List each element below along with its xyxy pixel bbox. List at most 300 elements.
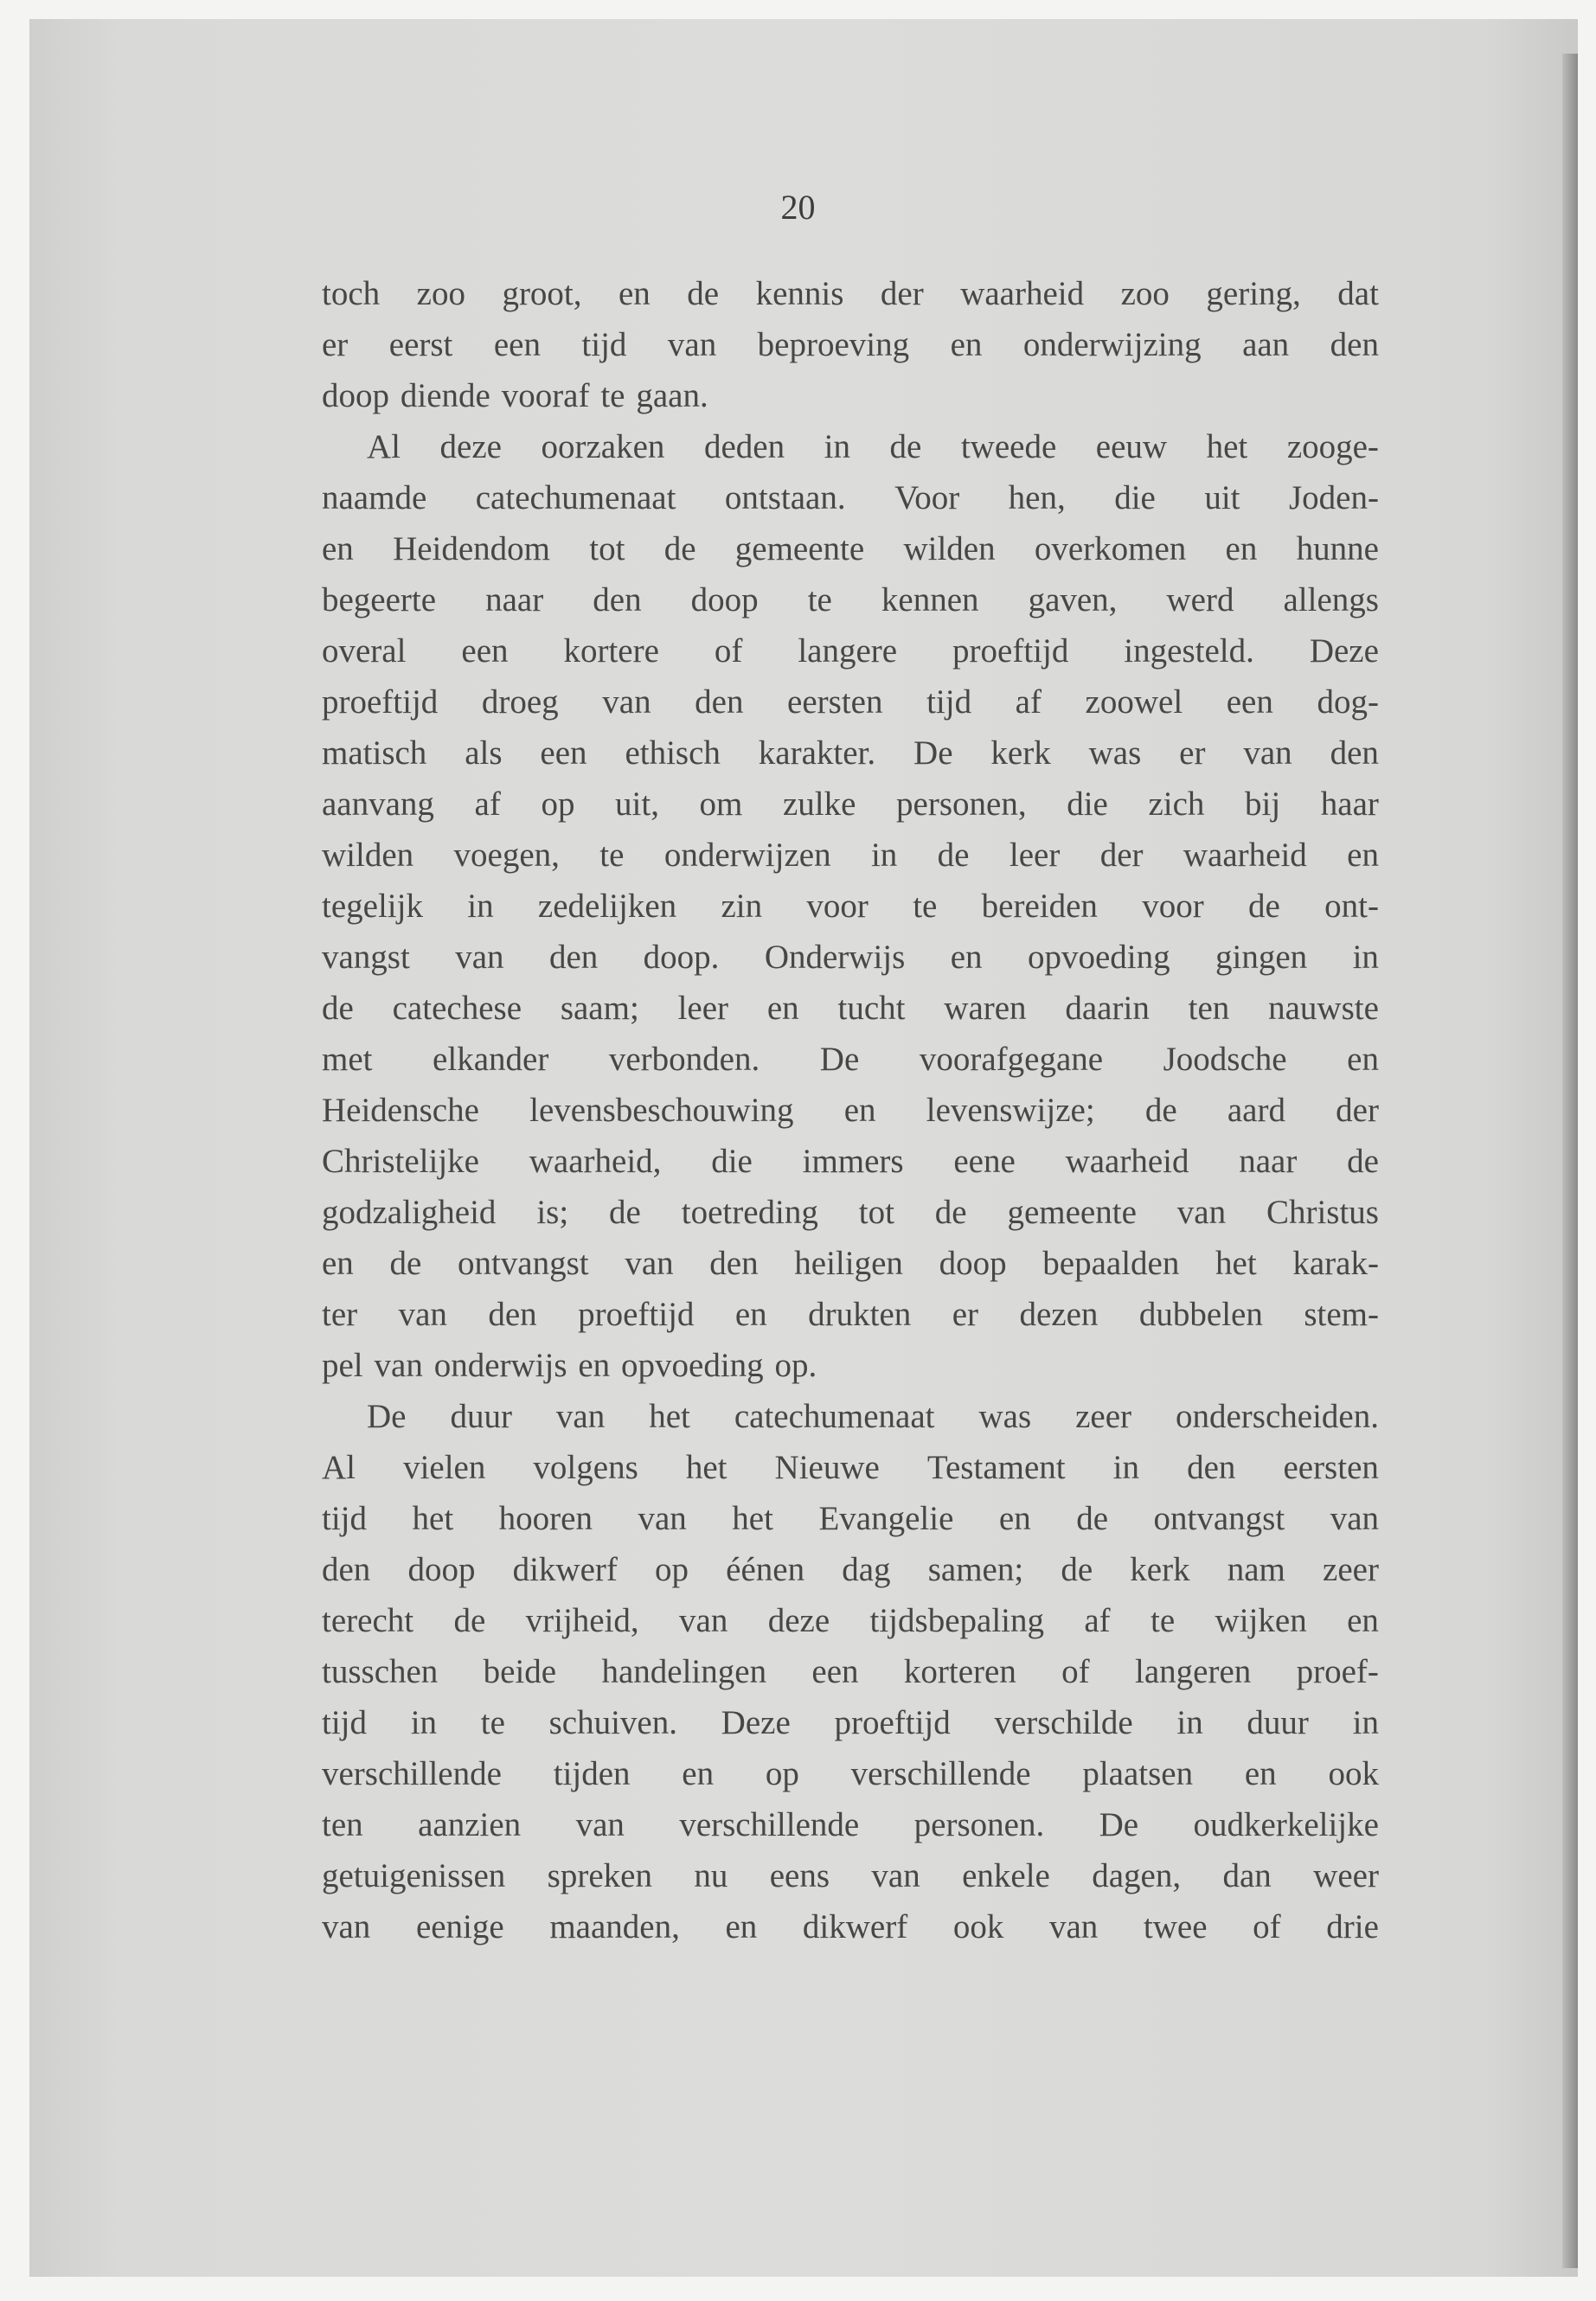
word: gaan.	[636, 377, 708, 414]
word: van	[638, 1500, 687, 1537]
word: weer	[1313, 1857, 1379, 1894]
word: het	[1206, 428, 1248, 465]
word: De	[1099, 1806, 1139, 1843]
word: en	[1347, 1041, 1379, 1078]
word: en	[725, 1908, 758, 1945]
word: catechumenaat	[475, 479, 676, 516]
word: deden	[703, 428, 785, 465]
word: onderscheiden.	[1176, 1398, 1379, 1435]
word: eens	[769, 1857, 830, 1894]
word: verschillende	[850, 1755, 1031, 1792]
word: de	[934, 1194, 967, 1231]
text-line	[322, 1799, 1379, 1850]
word: begeerte	[322, 581, 437, 619]
word: verschillende	[679, 1806, 860, 1843]
word: en	[734, 1296, 767, 1333]
word: immers	[802, 1143, 904, 1180]
word: naar	[1239, 1143, 1298, 1180]
word: en	[578, 1347, 611, 1384]
word: oorzaken	[541, 428, 665, 465]
word: de	[1347, 1143, 1379, 1180]
word: den	[1330, 326, 1379, 363]
word: opvoeding	[1027, 939, 1170, 976]
word: te	[807, 581, 832, 619]
word: vooraf	[501, 377, 590, 414]
text-line	[322, 1034, 1379, 1085]
word: tijd	[581, 326, 627, 363]
word: in	[870, 836, 898, 874]
word: op	[655, 1551, 689, 1588]
word: die	[1114, 479, 1156, 516]
word: vielen	[403, 1449, 486, 1486]
text-line	[322, 1340, 1379, 1391]
word: onderwijs	[433, 1347, 567, 1384]
word: den	[593, 581, 642, 619]
word: onderwijzen	[663, 836, 831, 874]
word: zeer	[1323, 1551, 1379, 1588]
word: wilden	[903, 530, 996, 567]
word: der	[1099, 836, 1144, 874]
word: beide	[483, 1653, 557, 1690]
word: en	[1347, 1602, 1379, 1639]
word: met	[322, 1041, 373, 1078]
word: ontstaan.	[724, 479, 846, 516]
word: waarheid,	[529, 1143, 662, 1180]
word: zoowel	[1085, 683, 1183, 721]
word: duur	[1247, 1704, 1309, 1741]
word: van	[667, 326, 717, 363]
text-line	[322, 268, 1379, 319]
word: een	[811, 1653, 859, 1690]
word: eersten	[1283, 1449, 1379, 1486]
word: duur	[450, 1398, 512, 1435]
word: zulke	[782, 785, 856, 823]
word: en	[1244, 1755, 1277, 1792]
word: doop	[690, 581, 759, 619]
text-line	[322, 472, 1379, 523]
word: handelingen	[601, 1653, 767, 1690]
word: tucht	[837, 990, 906, 1027]
word: af	[1084, 1602, 1111, 1639]
word: deze	[439, 428, 502, 465]
word: elkander	[433, 1041, 549, 1078]
word: en	[322, 530, 354, 567]
word: oudkerkelijke	[1193, 1806, 1379, 1843]
word: der	[880, 275, 924, 312]
word: dog-	[1317, 683, 1379, 721]
word: zoo	[416, 275, 465, 312]
word: den	[709, 1245, 759, 1282]
word: af	[474, 785, 501, 823]
word: uit	[1204, 479, 1240, 516]
word: Evangelie	[818, 1500, 954, 1537]
text-line	[322, 523, 1379, 574]
word: te	[480, 1704, 505, 1741]
word: ook	[1328, 1755, 1379, 1792]
word: doop	[939, 1245, 1007, 1282]
word: of	[714, 632, 743, 670]
word: van	[679, 1602, 728, 1639]
word: doop	[322, 377, 389, 414]
word: tijd	[926, 683, 972, 721]
word: onderwijzing	[1022, 326, 1202, 363]
word: samen;	[927, 1551, 1024, 1588]
word: ont-	[1324, 888, 1379, 925]
word: kennis	[755, 275, 844, 312]
word: de	[1076, 1500, 1109, 1537]
word: De	[367, 1398, 407, 1435]
word: tijden	[553, 1755, 631, 1792]
page-edge-shadow	[1562, 54, 1578, 2268]
text-line	[322, 421, 1379, 472]
word: gaven,	[1028, 581, 1118, 619]
word: langeren	[1135, 1653, 1252, 1690]
word: Nieuwe	[774, 1449, 880, 1486]
word: en	[766, 990, 799, 1027]
word: stem-	[1304, 1296, 1379, 1333]
word: op	[541, 785, 575, 823]
word: van	[1330, 1500, 1379, 1537]
word: of	[1253, 1908, 1281, 1945]
word: den	[1330, 734, 1379, 772]
word: een	[493, 326, 541, 363]
word: de	[687, 275, 720, 312]
word: gingen	[1215, 939, 1308, 976]
word: in	[467, 888, 494, 925]
word: uit,	[615, 785, 659, 823]
word: kerk	[990, 734, 1051, 772]
word: Joden-	[1288, 479, 1379, 516]
word: proeftijd	[322, 683, 439, 721]
word: er	[322, 326, 349, 363]
word: den	[1187, 1449, 1236, 1486]
word: tweede	[960, 428, 1057, 465]
text-line	[322, 1544, 1379, 1595]
word: godzaligheid	[322, 1194, 497, 1231]
word: matisch	[322, 734, 427, 772]
word: opvoeding	[621, 1347, 764, 1384]
word: het	[649, 1398, 690, 1435]
word: de	[889, 428, 922, 465]
word: dag	[842, 1551, 891, 1588]
word: kortere	[563, 632, 659, 670]
word: van	[398, 1296, 447, 1333]
word: een	[540, 734, 587, 772]
word: De	[819, 1041, 860, 1078]
text-line	[322, 1085, 1379, 1136]
word: eersten	[787, 683, 883, 721]
word: den	[488, 1296, 537, 1333]
word: allengs	[1283, 581, 1379, 619]
word: op.	[774, 1347, 817, 1384]
word: de	[1144, 1092, 1177, 1129]
word: ten	[322, 1806, 363, 1843]
word: die	[1067, 785, 1108, 823]
word: in	[1112, 1449, 1140, 1486]
word: dubbelen	[1138, 1296, 1263, 1333]
word: enkele	[962, 1857, 1050, 1894]
word: aanvang	[322, 785, 434, 823]
word: Deze	[1309, 632, 1379, 670]
word: vrijheid,	[525, 1602, 639, 1639]
word: eenige	[415, 1908, 504, 1945]
word: der	[1336, 1092, 1379, 1129]
word: tusschen	[322, 1653, 439, 1690]
word: Heidensche	[322, 1092, 479, 1129]
word: en	[682, 1755, 715, 1792]
word: de	[1061, 1551, 1093, 1588]
word: personen,	[896, 785, 1027, 823]
word: en	[998, 1500, 1031, 1537]
word: overkomen	[1034, 530, 1187, 567]
word: éénen	[726, 1551, 805, 1588]
word: er	[952, 1296, 979, 1333]
word: het	[732, 1500, 773, 1537]
word: Voor	[894, 479, 960, 516]
text-line	[322, 881, 1379, 932]
word: een	[461, 632, 509, 670]
word: bij	[1245, 785, 1281, 823]
word: verschillende	[322, 1755, 502, 1792]
word: karakter.	[758, 734, 876, 772]
text-line	[322, 1493, 1379, 1544]
word: nauwste	[1268, 990, 1379, 1027]
word: van	[1243, 734, 1292, 772]
word: droeg	[481, 683, 559, 721]
word: waarheid	[1183, 836, 1307, 874]
word: eeuw	[1095, 428, 1168, 465]
word: in	[1352, 1704, 1379, 1741]
text-line	[322, 1391, 1379, 1442]
word: karak-	[1292, 1245, 1379, 1282]
word: in	[1352, 939, 1379, 976]
word: doop.	[643, 939, 720, 976]
word: proeftijd	[952, 632, 1069, 670]
word: spreken	[547, 1857, 652, 1894]
text-line	[322, 932, 1379, 983]
word: nam	[1227, 1551, 1285, 1588]
word: Christus	[1266, 1194, 1379, 1231]
word: en	[1347, 836, 1379, 874]
word: den	[695, 683, 744, 721]
word: gemeente	[734, 530, 865, 567]
word: ten	[1188, 990, 1230, 1027]
word: dan	[1222, 1857, 1272, 1894]
word: zich	[1148, 785, 1205, 823]
word: den	[322, 1551, 371, 1588]
word: was	[978, 1398, 1032, 1435]
word: pel	[322, 1347, 363, 1384]
word: ethisch	[625, 734, 721, 772]
word: van	[1176, 1194, 1227, 1231]
word: het	[1215, 1245, 1257, 1282]
text-line	[322, 779, 1379, 830]
text-line	[322, 1289, 1379, 1340]
text-line	[322, 574, 1379, 625]
word: en	[950, 939, 983, 976]
text-line	[322, 1238, 1379, 1289]
word: De	[913, 734, 953, 772]
word: het	[685, 1449, 727, 1486]
word: af	[1015, 683, 1042, 721]
word: plaatsen	[1082, 1755, 1194, 1792]
word: ter	[322, 1296, 358, 1333]
text-line	[322, 1901, 1379, 1952]
word: tot	[589, 530, 625, 567]
word: Joodsche	[1163, 1041, 1287, 1078]
word: deze	[767, 1602, 830, 1639]
word: personen.	[913, 1806, 1045, 1843]
word: ook	[952, 1908, 1004, 1945]
word: van	[555, 1398, 606, 1435]
word: van	[1048, 1908, 1099, 1945]
word: er	[1179, 734, 1206, 772]
word: Onderwijs	[764, 939, 906, 976]
word: korteren	[903, 1653, 1016, 1690]
word: Heidendom	[393, 530, 551, 567]
word: aanzien	[418, 1806, 522, 1843]
text-line	[322, 983, 1379, 1034]
word: tijd	[322, 1500, 368, 1537]
word: langere	[798, 632, 898, 670]
word: voor	[1142, 888, 1204, 925]
word: dikwerf	[802, 1908, 908, 1945]
word: eene	[953, 1143, 1016, 1180]
text-line	[322, 319, 1379, 370]
word: in	[410, 1704, 438, 1741]
word: voorafgegane	[919, 1041, 1104, 1078]
word: te	[913, 888, 938, 925]
word: een	[1226, 683, 1273, 721]
word: de	[609, 1194, 641, 1231]
word: schuiven.	[548, 1704, 677, 1741]
word: voegen,	[453, 836, 560, 874]
page-number: 20	[780, 188, 816, 227]
word: te	[1151, 1602, 1176, 1639]
word: gering,	[1206, 275, 1301, 312]
word: ontvangst	[457, 1245, 589, 1282]
word: tijdsbepaling	[869, 1602, 1044, 1639]
word: de	[1248, 888, 1280, 925]
word: van	[871, 1857, 920, 1894]
word: de	[663, 530, 696, 567]
word: zoo	[1120, 275, 1170, 312]
word: van	[602, 683, 651, 721]
word: den	[548, 939, 599, 976]
text-line	[322, 1697, 1379, 1748]
word: op	[765, 1755, 799, 1792]
word: naar	[485, 581, 544, 619]
word: verschilde	[994, 1704, 1133, 1741]
word: waarheid	[1065, 1143, 1189, 1180]
word: het	[412, 1500, 454, 1537]
word: haar	[1320, 785, 1379, 823]
word: getuigenissen	[322, 1857, 506, 1894]
word: van	[455, 939, 504, 976]
word: drie	[1326, 1908, 1379, 1945]
word: Christelijke	[322, 1143, 479, 1180]
text-line	[322, 1442, 1379, 1493]
text-line	[322, 1187, 1379, 1238]
word: naamde	[322, 479, 427, 516]
word: beproeving	[757, 326, 910, 363]
word: wilden	[322, 836, 414, 874]
word: dagen,	[1092, 1857, 1182, 1894]
word: Al	[322, 1449, 356, 1486]
text-line	[322, 1748, 1379, 1799]
word: bereiden	[981, 888, 1098, 925]
word: en	[843, 1092, 876, 1129]
word: de	[937, 836, 970, 874]
word: daarin	[1065, 990, 1150, 1027]
word: kerk	[1130, 1551, 1190, 1588]
word: en	[322, 1245, 354, 1282]
body-text	[322, 268, 1379, 1952]
text-line	[322, 1595, 1379, 1646]
word: zooge-	[1286, 428, 1379, 465]
text-line	[322, 1136, 1379, 1187]
word: nu	[694, 1857, 728, 1894]
word: diende	[400, 377, 490, 414]
word: proeftijd	[578, 1296, 695, 1333]
word: toch	[322, 275, 381, 312]
text-line	[322, 625, 1379, 676]
text-line	[322, 830, 1379, 881]
word: tegelijk	[322, 888, 423, 925]
word: die	[711, 1143, 753, 1180]
word: wijken	[1215, 1602, 1307, 1639]
word: de	[389, 1245, 422, 1282]
word: doop	[407, 1551, 476, 1588]
word: van	[575, 1806, 625, 1843]
word: te	[600, 377, 625, 414]
word: is;	[536, 1194, 569, 1231]
word: dikwerf	[512, 1551, 618, 1588]
word: catechese	[392, 990, 522, 1027]
word: verbonden.	[608, 1041, 760, 1078]
word: voor	[806, 888, 869, 925]
word: heiligen	[794, 1245, 903, 1282]
word: Testament	[926, 1449, 1066, 1486]
word: bepaalden	[1042, 1245, 1180, 1282]
word: maanden,	[549, 1908, 680, 1945]
word: hen,	[1008, 479, 1066, 516]
word: en	[1225, 530, 1258, 567]
word: aan	[1242, 326, 1290, 363]
word: terecht	[322, 1602, 414, 1639]
word: groot,	[502, 275, 582, 312]
word: levenswijze;	[926, 1092, 1095, 1129]
word: de	[453, 1602, 486, 1639]
word: eerst	[388, 326, 453, 363]
word: Al	[367, 428, 401, 465]
word: om	[699, 785, 743, 823]
word: kennen	[881, 581, 979, 619]
word: tijd	[322, 1704, 368, 1741]
word: was	[1088, 734, 1142, 772]
word: werd	[1166, 581, 1234, 619]
word: gemeente	[1007, 1194, 1137, 1231]
word: waarheid	[960, 275, 1085, 312]
word: waren	[944, 990, 1027, 1027]
word: saam;	[560, 990, 639, 1027]
text-line	[322, 727, 1379, 779]
word: proef-	[1296, 1653, 1379, 1690]
word: zin	[721, 888, 763, 925]
word: de	[322, 990, 354, 1027]
word: vangst	[322, 939, 410, 976]
word: catechumenaat	[734, 1398, 935, 1435]
